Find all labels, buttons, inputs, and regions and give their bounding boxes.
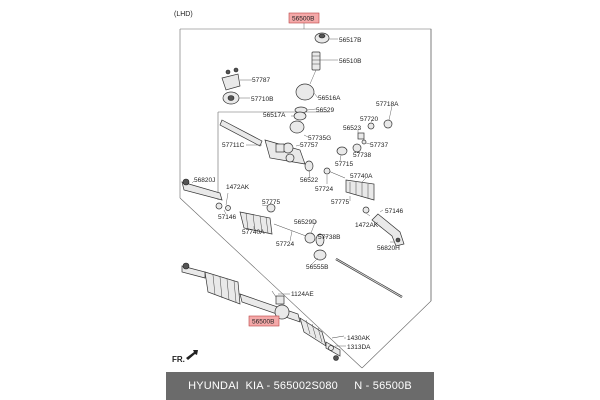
label-57715[interactable]: 57715 — [335, 161, 354, 168]
callout-bottom-label: 56500B — [252, 318, 275, 326]
bottom-full-assembly — [182, 263, 340, 361]
label-57787[interactable]: 57787 — [252, 77, 271, 84]
label-1472AK-right[interactable]: 1472AK — [355, 222, 379, 229]
drive-side-label: (LHD) — [174, 11, 193, 18]
label-57146-left[interactable]: 57146 — [218, 214, 237, 221]
callout-top-label: 56500B — [292, 15, 315, 23]
label-1313DA[interactable]: 1313DA — [347, 344, 371, 351]
pinion-column — [290, 33, 329, 133]
label-56510B[interactable]: 56510B — [339, 58, 362, 65]
label-57738-top[interactable]: 57738 — [353, 152, 372, 159]
mount-bracket — [222, 68, 240, 104]
label-56820J[interactable]: 56820J — [194, 177, 216, 184]
front-direction-marker — [172, 350, 198, 364]
callout-top-assembly[interactable] — [289, 13, 319, 23]
footer-text: HYUNDAI KIA - 565002S080 N - 56500B — [188, 380, 412, 392]
label-56523[interactable]: 56523 — [343, 125, 362, 132]
label-57740A-right[interactable]: 57740A — [350, 173, 373, 180]
label-57737[interactable]: 57737 — [370, 142, 389, 149]
label-1472AK-left[interactable]: 1472AK — [226, 184, 250, 191]
front-direction-label: FR. — [172, 355, 185, 364]
label-57775-left[interactable]: 57775 — [262, 199, 281, 206]
label-56555B[interactable]: 56555B — [306, 264, 329, 271]
label-57710B[interactable]: 57710B — [251, 96, 274, 103]
label-57724-top[interactable]: 57724 — [315, 186, 334, 193]
label-57146-right[interactable]: 57146 — [385, 208, 404, 215]
label-56529D[interactable]: 56529D — [294, 219, 317, 226]
callout-bottom-assembly[interactable] — [249, 316, 279, 326]
part-number-footer — [166, 372, 434, 400]
label-56820H[interactable]: 56820H — [377, 245, 400, 252]
label-56517A[interactable]: 56517A — [263, 112, 286, 119]
label-57740A-left[interactable]: 57740A — [242, 229, 265, 236]
label-57775-right[interactable]: 57775 — [331, 199, 350, 206]
label-1124AE[interactable]: 1124AE — [291, 291, 314, 298]
label-56517B[interactable]: 56517B — [339, 37, 362, 44]
label-57720[interactable]: 57720 — [360, 116, 379, 123]
label-56529[interactable]: 56529 — [316, 107, 335, 114]
label-1430AK[interactable]: 1430AK — [347, 335, 371, 342]
label-57711C[interactable]: 57711C — [222, 142, 245, 149]
label-56516A[interactable]: 56516A — [318, 95, 341, 102]
label-56522[interactable]: 56522 — [300, 177, 319, 184]
label-57735G[interactable]: 57735G — [308, 135, 332, 142]
rack-bar — [336, 259, 402, 297]
label-57738B[interactable]: 57738B — [318, 234, 341, 241]
label-57718A[interactable]: 57718A — [376, 101, 399, 108]
label-57757[interactable]: 57757 — [300, 142, 319, 149]
label-57724-bottom[interactable]: 57724 — [276, 241, 295, 248]
front-arrow-icon — [186, 350, 198, 360]
